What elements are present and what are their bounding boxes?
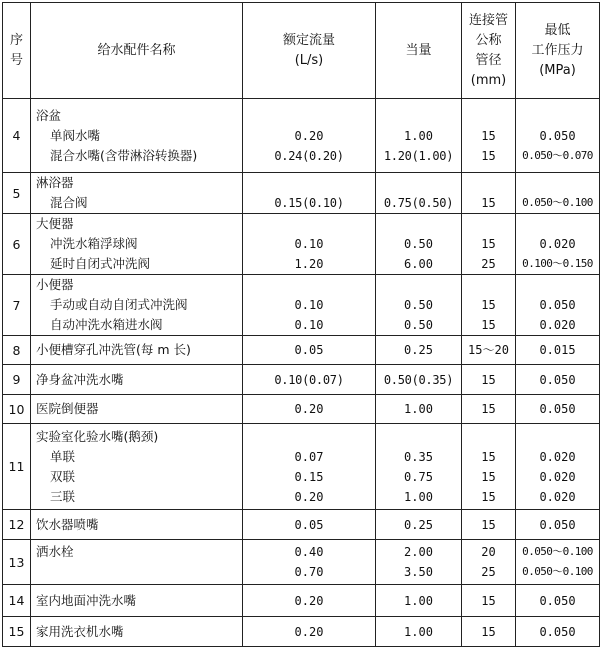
rated-flow: 0.20 (294, 593, 324, 608)
table-row (3, 173, 600, 214)
row-number: 4 (3, 99, 31, 173)
min-pressure-cell (516, 424, 600, 510)
min-pressure-cell (516, 617, 600, 647)
min-pressure: 0.020 (539, 318, 576, 332)
fitting-name: 混合水嘴(含带淋浴转换器) (50, 147, 198, 163)
equivalent: 1.00 (404, 402, 433, 416)
min-pressure: 0.100～0.150 (522, 257, 593, 270)
table-row (3, 275, 600, 336)
pipe-diameter: 15 (481, 298, 496, 312)
rated-flow: 0.15(0.10) (274, 196, 344, 210)
group-label: 淋浴器 (36, 175, 74, 190)
min-pressure-cell (516, 365, 600, 395)
equivalent: 0.25 (404, 343, 433, 357)
pipe-diameter-cell (462, 424, 516, 510)
equivalent: 0.50 (404, 298, 433, 312)
pipe-diameter: 20 (481, 545, 496, 559)
table-row (3, 336, 600, 365)
fitting-name-cell (31, 173, 243, 214)
equivalent: 0.50(0.35) (383, 372, 454, 387)
header-diameter: 连接管 公称 管径 (mm) (462, 3, 516, 99)
pipe-diameter: 15 (481, 469, 496, 484)
pipe-diameter-cell (462, 365, 516, 395)
min-pressure-cell (516, 395, 600, 424)
fitting-name: 单阀水嘴 (50, 127, 101, 143)
table-row (3, 395, 600, 424)
water-fitting-table (2, 2, 600, 647)
equivalent-cell (376, 424, 462, 510)
min-pressure: 0.050 (539, 402, 576, 416)
fitting-name-cell (31, 214, 243, 275)
min-pressure-cell (516, 510, 600, 540)
rated-flow: 0.20 (294, 624, 324, 639)
fitting-name-cell (31, 585, 243, 617)
header-name: 给水配件名称 (31, 3, 243, 99)
min-pressure: 0.050～0.100 (522, 565, 593, 578)
min-pressure: 0.050 (539, 372, 576, 387)
fitting-name-cell (31, 275, 243, 336)
min-pressure: 0.050～0.100 (522, 545, 593, 558)
min-pressure-cell (516, 173, 600, 214)
fitting-name: 冲洗水箱浮球阀 (50, 236, 138, 251)
fitting-name: 双联 (50, 468, 76, 484)
fitting-name-cell (31, 510, 243, 540)
fitting-name: 三联 (50, 488, 76, 504)
group-label: 小便器 (36, 277, 74, 292)
header-pressure: 最低 工作压力 (MPa) (516, 3, 600, 99)
equivalent-cell (376, 585, 462, 617)
table-row (3, 99, 600, 173)
header-no: 序 号 (3, 3, 31, 99)
equivalent-cell (376, 173, 462, 214)
min-pressure: 0.020 (539, 237, 576, 251)
pipe-diameter: 15 (481, 402, 496, 416)
pipe-diameter-cell (462, 99, 516, 173)
pipe-diameter: 15 (481, 128, 496, 143)
fitting-name-cell (31, 617, 243, 647)
group-label: 浴盆 (36, 107, 62, 123)
pipe-diameter: 15 (481, 449, 496, 464)
pipe-diameter: 15 (481, 196, 496, 210)
rated-flow: 0.70 (294, 565, 324, 579)
fitting-name-cell (31, 424, 243, 510)
table-row (3, 585, 600, 617)
pipe-diameter-cell (462, 214, 516, 275)
equivalent: 1.00 (404, 128, 433, 143)
fitting-name (36, 562, 242, 582)
min-pressure: 0.050～0.070 (522, 148, 593, 162)
fitting-name-cell (31, 336, 243, 365)
min-pressure: 0.050 (539, 128, 576, 143)
equivalent: 1.00 (404, 489, 433, 504)
rated-flow-cell (243, 424, 376, 510)
row-number: 11 (3, 424, 31, 510)
min-pressure: 0.050 (539, 624, 576, 639)
rated-flow: 0.20 (294, 489, 324, 504)
group-label: 大便器 (36, 216, 74, 231)
equivalent: 1.00 (404, 593, 433, 608)
min-pressure: 0.050 (539, 517, 576, 532)
pipe-diameter: 25 (481, 565, 496, 579)
rated-flow: 0.07 (294, 449, 324, 464)
rated-flow: 0.15 (294, 469, 324, 484)
rated-flow-cell (243, 275, 376, 336)
table-row (3, 510, 600, 540)
row-number: 6 (3, 214, 31, 275)
rated-flow-cell (243, 510, 376, 540)
pipe-diameter-cell (462, 275, 516, 336)
equivalent: 1.00 (404, 624, 433, 639)
equivalent-cell (376, 275, 462, 336)
min-pressure: 0.015 (539, 343, 576, 357)
fitting-name: 净身盆冲洗水嘴 (36, 371, 124, 387)
fitting-name: 自动冲洗水箱进水阀 (50, 317, 163, 332)
rated-flow: 0.10 (294, 237, 324, 251)
rated-flow: 1.20 (294, 257, 324, 271)
row-number: 10 (3, 395, 31, 424)
pipe-diameter-cell (462, 173, 516, 214)
fitting-name: 小便槽穿孔冲洗管(每 m 长) (36, 342, 191, 357)
header-row (3, 3, 600, 99)
equivalent-cell (376, 99, 462, 173)
pipe-diameter: 15～20 (468, 343, 509, 357)
fitting-name-cell (31, 99, 243, 173)
pipe-diameter-cell (462, 617, 516, 647)
equivalent-cell (376, 540, 462, 585)
rated-flow: 0.40 (294, 545, 324, 559)
min-pressure-cell (516, 99, 600, 173)
pipe-diameter: 15 (481, 593, 496, 608)
min-pressure-cell (516, 585, 600, 617)
pipe-diameter: 15 (481, 237, 496, 251)
header-flow: 额定流量 (L/s) (243, 3, 376, 99)
equivalent: 0.75(0.50) (383, 196, 454, 210)
equivalent-cell (376, 214, 462, 275)
table-row (3, 214, 600, 275)
rated-flow: 0.20 (294, 128, 324, 143)
min-pressure: 0.050～0.100 (522, 196, 593, 209)
equivalent: 3.50 (404, 565, 433, 579)
min-pressure-cell (516, 336, 600, 365)
row-number: 15 (3, 617, 31, 647)
group-label: 实验室化验水嘴(鹅颈) (36, 428, 159, 444)
row-number: 7 (3, 275, 31, 336)
table-row (3, 365, 600, 395)
pipe-diameter-cell (462, 336, 516, 365)
fitting-name: 延时自闭式冲洗阀 (50, 256, 151, 271)
equivalent: 6.00 (404, 257, 433, 271)
pipe-diameter: 15 (481, 372, 496, 387)
rated-flow: 0.05 (294, 517, 324, 532)
equivalent: 0.25 (404, 517, 433, 532)
min-pressure: 0.020 (539, 469, 576, 484)
fitting-name-cell (31, 395, 243, 424)
pipe-diameter: 15 (481, 624, 496, 639)
fitting-name: 单联 (50, 448, 76, 464)
pipe-diameter-cell (462, 540, 516, 585)
pipe-diameter-cell (462, 585, 516, 617)
table-row (3, 617, 600, 647)
pipe-diameter: 15 (481, 318, 496, 332)
min-pressure-cell (516, 275, 600, 336)
rated-flow-cell (243, 395, 376, 424)
fitting-name: 混合阀 (50, 195, 88, 210)
table-row (3, 424, 600, 510)
equivalent: 0.35 (404, 449, 433, 464)
rated-flow: 0.20 (294, 402, 324, 416)
row-number: 13 (3, 540, 31, 585)
pipe-diameter-cell (462, 395, 516, 424)
rated-flow-cell (243, 540, 376, 585)
rated-flow-cell (243, 173, 376, 214)
table-row (3, 540, 600, 585)
pipe-diameter: 15 (481, 517, 496, 532)
fitting-name: 家用洗衣机水嘴 (36, 623, 124, 639)
rated-flow-cell (243, 617, 376, 647)
rated-flow-cell (243, 365, 376, 395)
fitting-name-cell (31, 540, 243, 585)
pipe-diameter: 25 (481, 257, 496, 271)
rated-flow: 0.10(0.07) (274, 372, 344, 387)
rated-flow-cell (243, 214, 376, 275)
min-pressure: 0.050 (539, 298, 576, 312)
equivalent: 0.75 (404, 469, 433, 484)
pipe-diameter: 15 (481, 489, 496, 504)
min-pressure: 0.050 (539, 593, 576, 608)
fitting-name-cell (31, 365, 243, 395)
row-number: 5 (3, 173, 31, 214)
equivalent: 2.00 (404, 545, 433, 559)
equivalent-cell (376, 510, 462, 540)
rated-flow: 0.24(0.20) (274, 148, 344, 163)
equivalent: 1.20(1.00) (383, 148, 454, 163)
equivalent-cell (376, 617, 462, 647)
equivalent-cell (376, 395, 462, 424)
table-body (3, 99, 600, 647)
equivalent: 0.50 (404, 318, 433, 332)
fitting-name: 医院倒便器 (36, 401, 99, 416)
row-number: 12 (3, 510, 31, 540)
fitting-name: 室内地面冲洗水嘴 (36, 592, 137, 608)
header-equivalent: 当量 (376, 3, 462, 99)
rated-flow: 0.10 (294, 318, 324, 332)
min-pressure-cell (516, 540, 600, 585)
min-pressure: 0.020 (539, 489, 576, 504)
min-pressure: 0.020 (539, 449, 576, 464)
pipe-diameter: 15 (481, 148, 496, 163)
fitting-name: 手动或自动自闭式冲洗阀 (50, 297, 188, 312)
min-pressure-cell (516, 214, 600, 275)
fitting-name: 洒水栓 (36, 544, 74, 559)
equivalent-cell (376, 365, 462, 395)
pipe-diameter-cell (462, 510, 516, 540)
row-number: 14 (3, 585, 31, 617)
rated-flow-cell (243, 99, 376, 173)
row-number: 9 (3, 365, 31, 395)
rated-flow: 0.05 (294, 343, 324, 357)
rated-flow: 0.10 (294, 298, 324, 312)
rated-flow-cell (243, 336, 376, 365)
equivalent-cell (376, 336, 462, 365)
fitting-name: 饮水器喷嘴 (36, 516, 99, 532)
rated-flow-cell (243, 585, 376, 617)
equivalent: 0.50 (404, 237, 433, 251)
row-number: 8 (3, 336, 31, 365)
